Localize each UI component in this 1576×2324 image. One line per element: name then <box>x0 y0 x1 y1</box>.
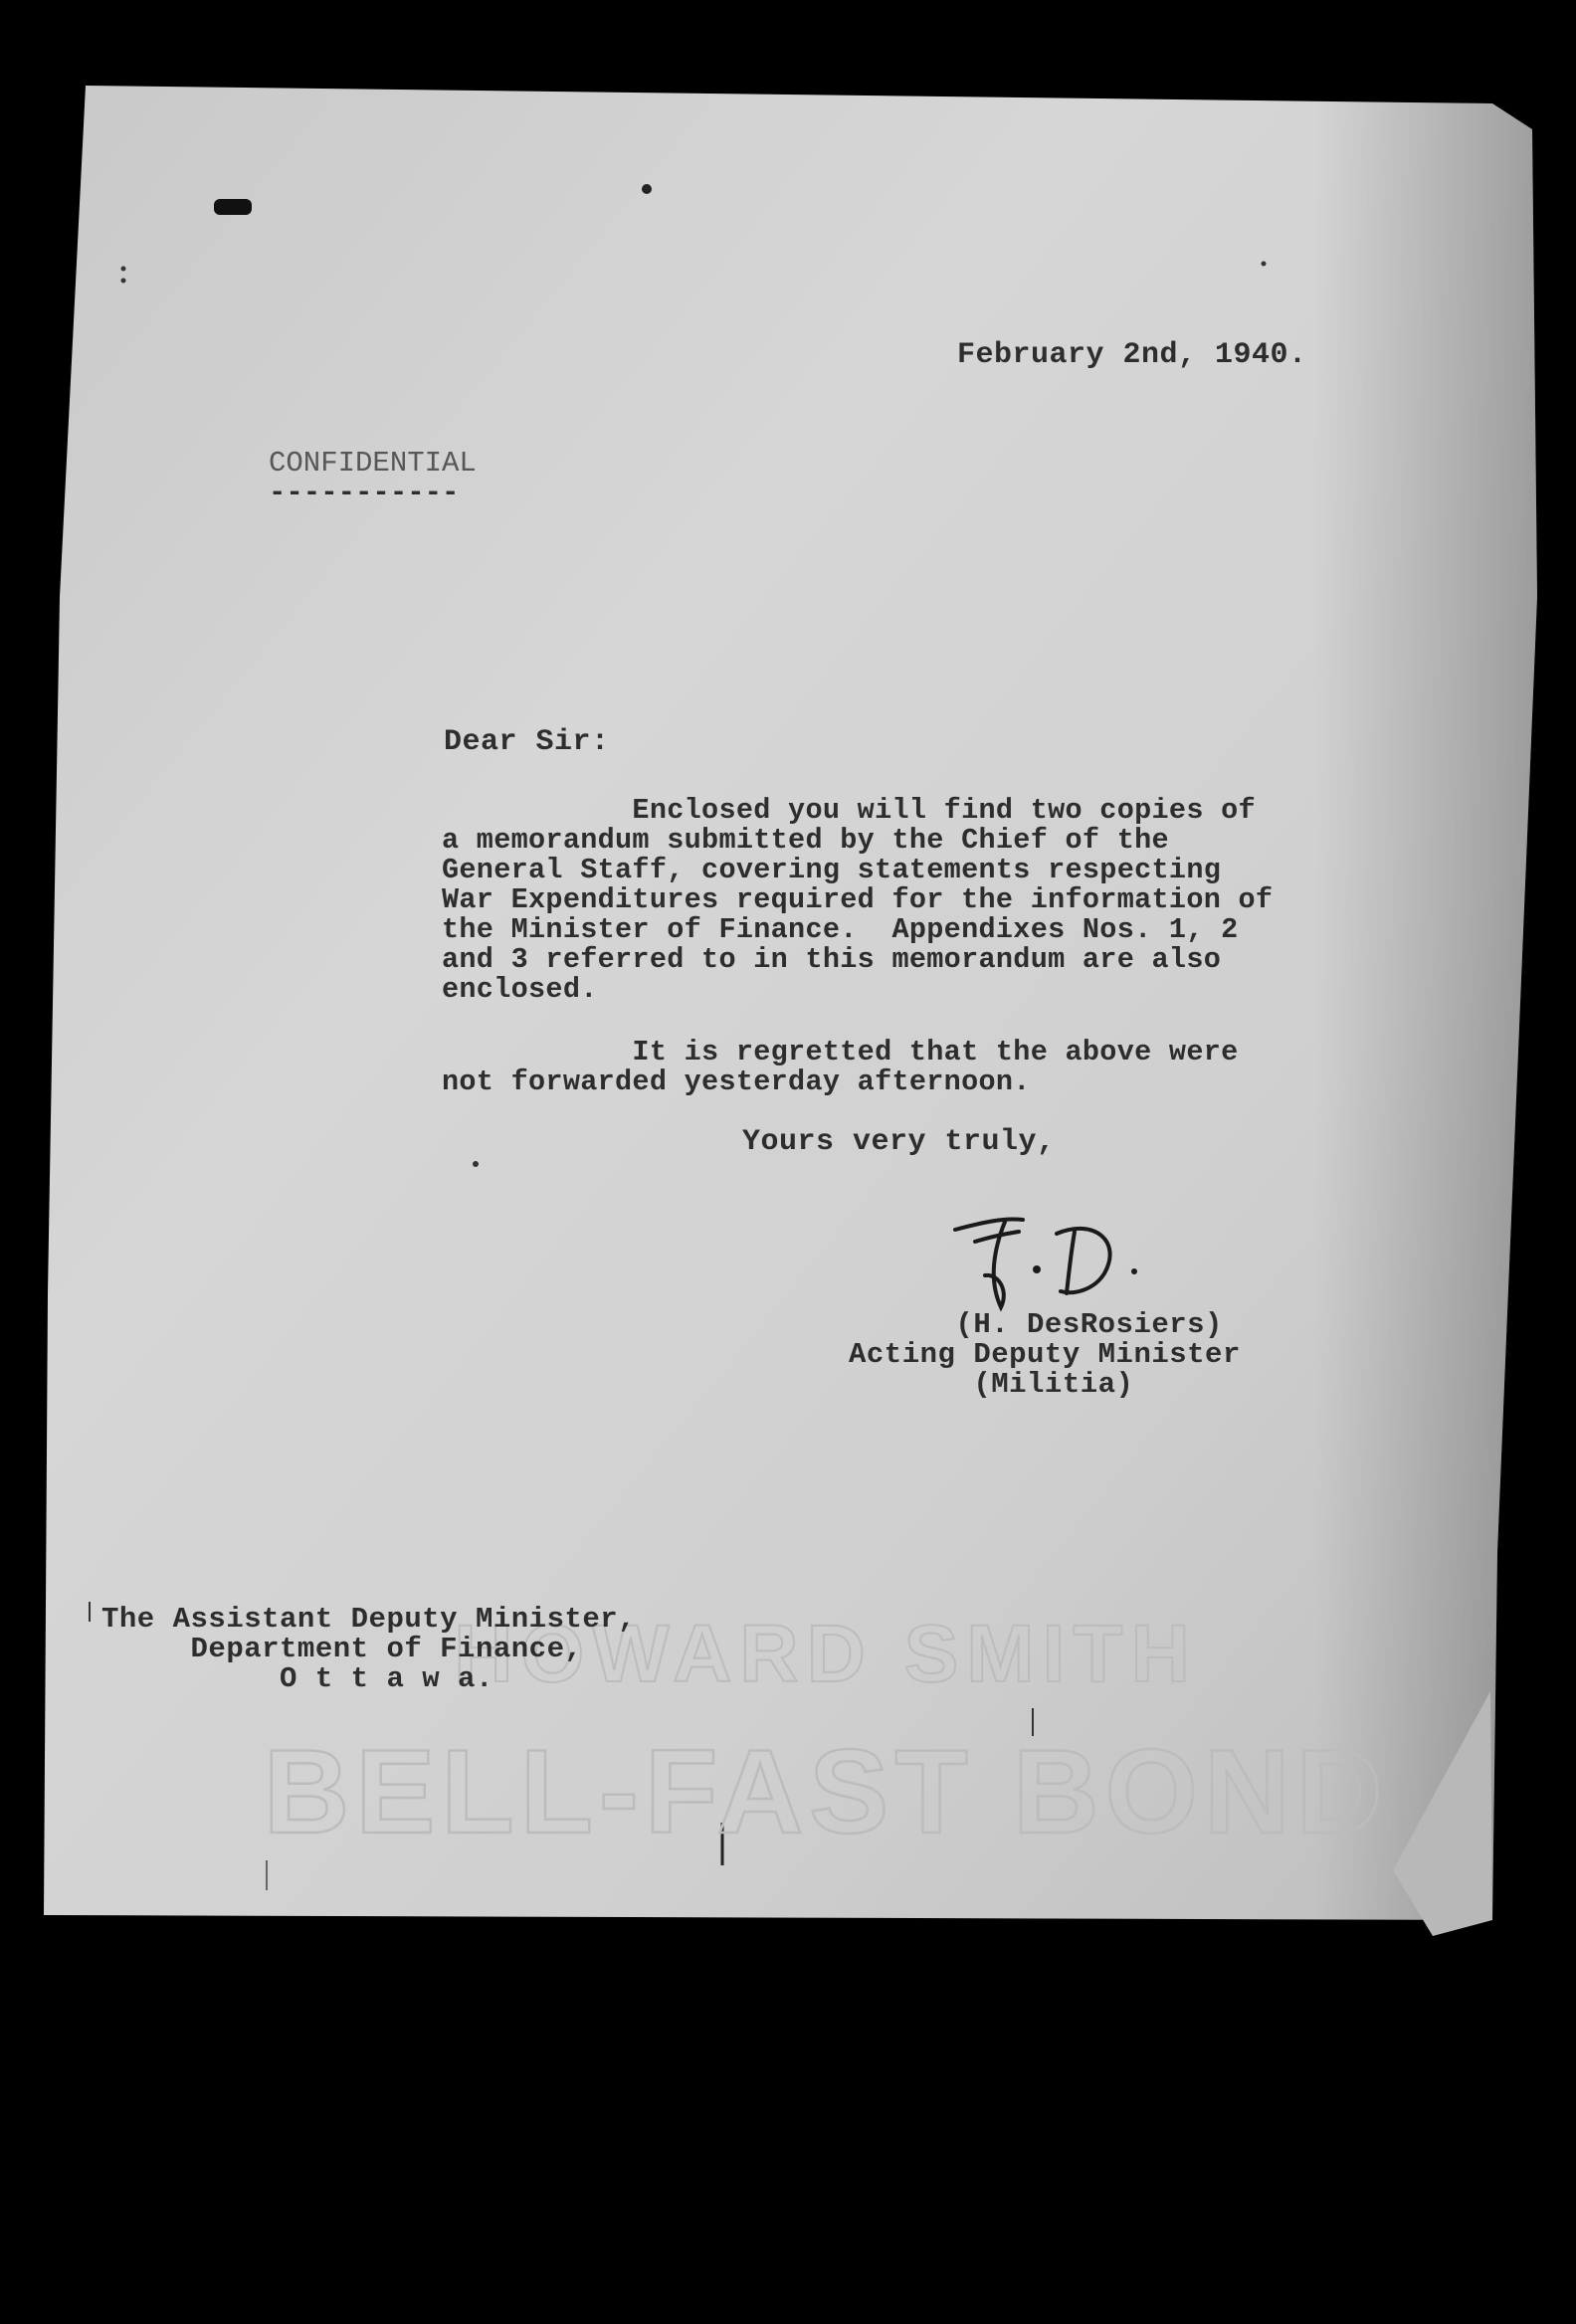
letter-date: February 2nd, 1940. <box>957 338 1307 372</box>
signatory-block: (H. DesRosiers) Acting Deputy Minister (Militia) <box>849 1308 1241 1401</box>
body-paragraph-1: Enclosed you will find two copies of a memorandum submitted by the Chief of the General Staff, covering statements respecting War Expenditures required for the information of the Minister of Finance. Appendixes Nos. 1, 2 and 3 referred to in this memorandum are also enclosed. <box>442 794 1274 1006</box>
classification-underline: ----------- <box>269 477 460 509</box>
salutation: Dear Sir: <box>444 725 610 759</box>
watermark-line-2: BELL-FAST BOND <box>263 1725 1389 1858</box>
classification-heading: CONFIDENTIAL <box>269 447 477 480</box>
handwritten-signature <box>945 1212 1154 1311</box>
watermark-line-1: HOWARD SMITH <box>454 1609 1198 1699</box>
closing: Yours very truly, <box>742 1125 1056 1159</box>
recipient-address: The Assistant Deputy Minister, Department of Finance, O t t a w a. <box>101 1603 637 1695</box>
body-paragraph-2: It is regretted that the above were not forwarded yesterday afternoon. <box>442 1036 1239 1098</box>
